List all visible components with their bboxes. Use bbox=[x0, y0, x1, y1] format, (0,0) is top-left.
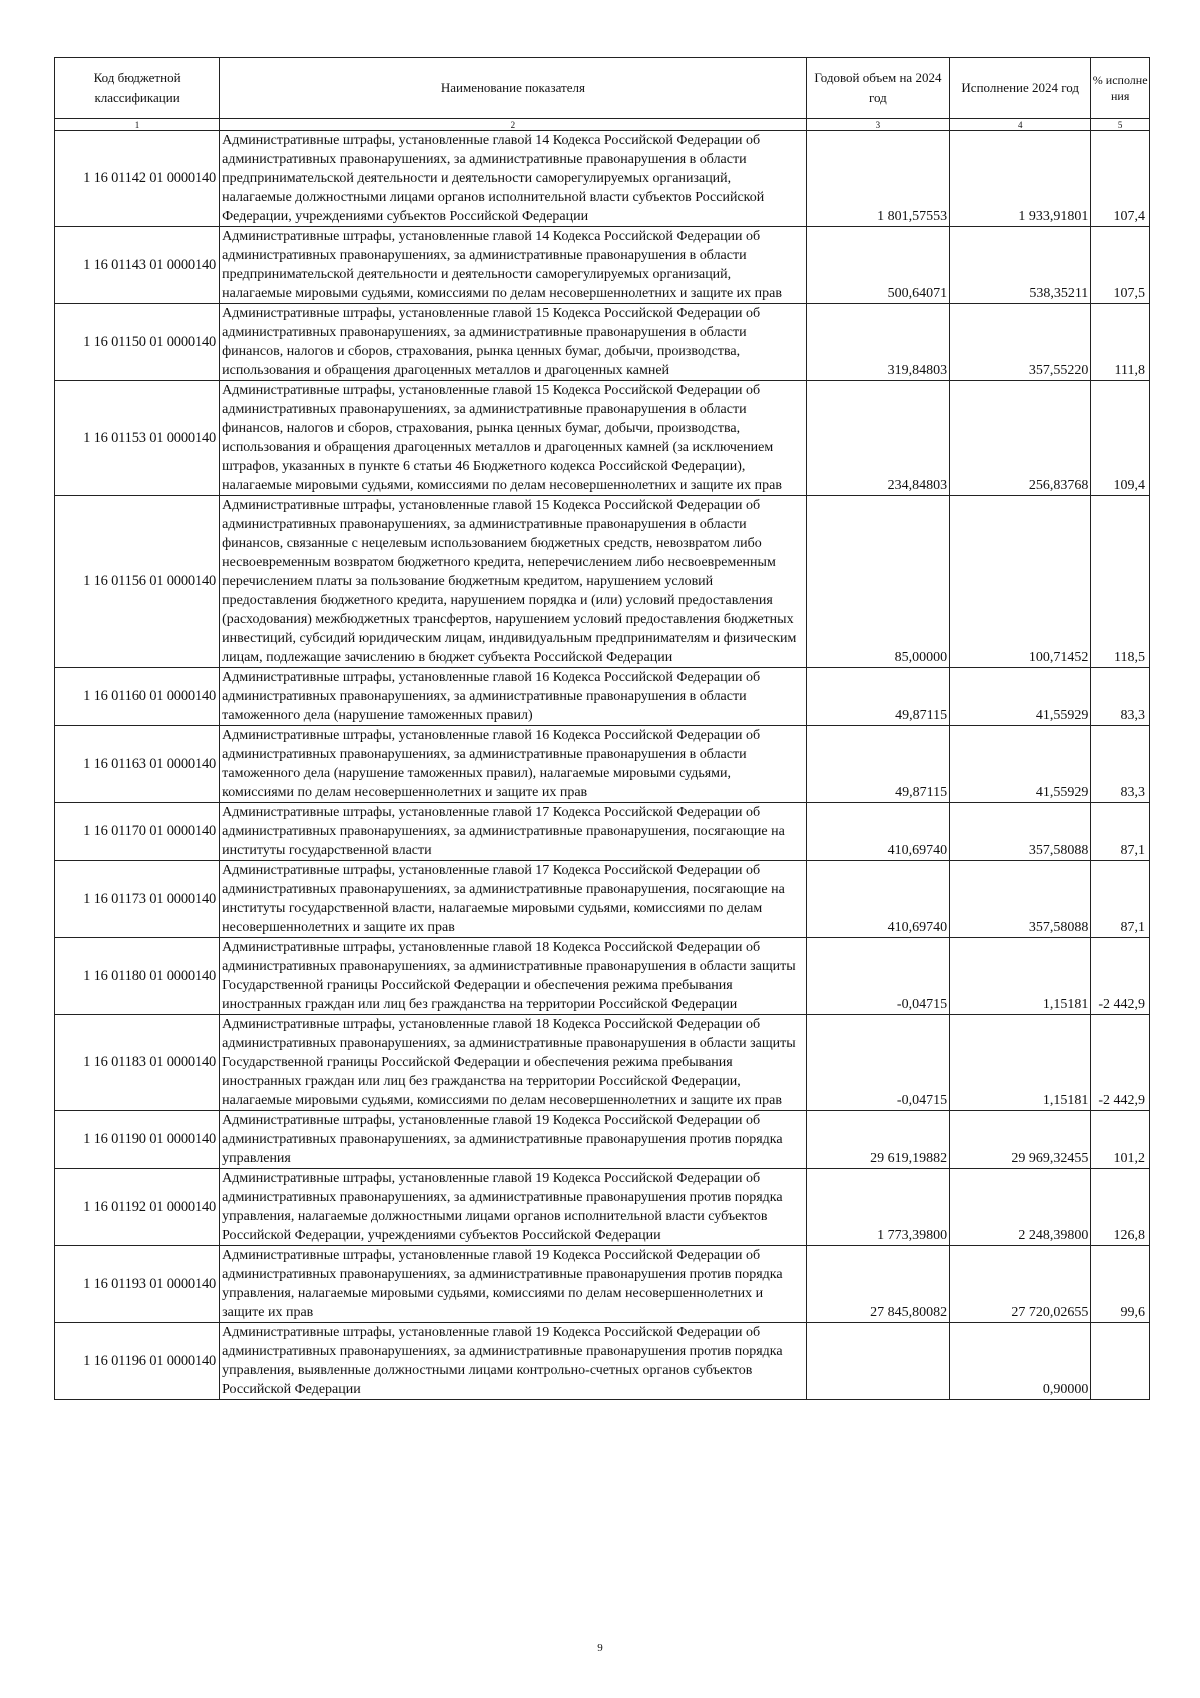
execution-percent: 107,5 bbox=[1091, 227, 1150, 304]
execution: 1,15181 bbox=[950, 1015, 1091, 1111]
budget-code: 1 16 01143 01 0000140 bbox=[55, 227, 220, 304]
execution: 1,15181 bbox=[950, 938, 1091, 1015]
execution: 41,55929 bbox=[950, 668, 1091, 726]
indicator-name: Административные штрафы, установленные главой 15 Кодекса Российской Федерации об административных правонарушениях, за административные правонарушения в области финансов, налогов и сборов, страхования, рынка ценных бумаг, добычи, производства, использования и обращения драгоценных металлов и драгоценных камней (за исключением штрафов, указанных в пункте 6 статьи 46 Бюджетного кодекса Российской Федерации), налагаемые мировыми судьями, комиссиями по делам несовершеннолетних и защите их прав bbox=[220, 381, 807, 496]
indicator-name: Административные штрафы, установленные главой 18 Кодекса Российской Федерации об административных правонарушениях, за административные правонарушения в области защиты Государственной границы Российской Федерации и обеспечения режима пребывания иностранных граждан или лиц без гражданства на территории Российской Федерации bbox=[220, 938, 807, 1015]
budget-code: 1 16 01193 01 0000140 bbox=[55, 1246, 220, 1323]
annual-plan: 500,64071 bbox=[806, 227, 949, 304]
budget-code: 1 16 01190 01 0000140 bbox=[55, 1111, 220, 1169]
budget-code: 1 16 01192 01 0000140 bbox=[55, 1169, 220, 1246]
execution-percent: 109,4 bbox=[1091, 381, 1150, 496]
indicator-name: Административные штрафы, установленные главой 17 Кодекса Российской Федерации об административных правонарушениях, за административные правонарушения, посягающие на институты государственной власти, налагаемые мировыми судьями, комиссиями по делам несовершеннолетних и защите их прав bbox=[220, 861, 807, 938]
header-plan: Годовой объем на 2024 год bbox=[806, 58, 949, 119]
budget-code: 1 16 01180 01 0000140 bbox=[55, 938, 220, 1015]
execution-percent: 87,1 bbox=[1091, 861, 1150, 938]
column-number: 2 bbox=[220, 119, 807, 131]
execution-percent: 87,1 bbox=[1091, 803, 1150, 861]
table-row bbox=[55, 938, 1150, 1015]
indicator-name: Административные штрафы, установленные главой 16 Кодекса Российской Федерации об административных правонарушениях, за административные правонарушения в области таможенного дела (нарушение таможенных правил) bbox=[220, 668, 807, 726]
annual-plan: 1 773,39800 bbox=[806, 1169, 949, 1246]
budget-code: 1 16 01153 01 0000140 bbox=[55, 381, 220, 496]
execution: 2 248,39800 bbox=[950, 1169, 1091, 1246]
budget-code: 1 16 01183 01 0000140 bbox=[55, 1015, 220, 1111]
budget-code: 1 16 01170 01 0000140 bbox=[55, 803, 220, 861]
indicator-name: Административные штрафы, установленные главой 14 Кодекса Российской Федерации об административных правонарушениях, за административные правонарушения в области предпринимательской деятельности и деятельности саморегулируемых организаций, налагаемые мировыми судьями, комиссиями по делам несовершеннолетних и защите их прав bbox=[220, 227, 807, 304]
annual-plan: 49,87115 bbox=[806, 668, 949, 726]
indicator-name: Административные штрафы, установленные главой 14 Кодекса Российской Федерации об административных правонарушениях, за административные правонарушения в области предпринимательской деятельности и деятельности саморегулируемых организаций, налагаемые должностными лицами органов исполнительной власти субъектов Российской Федерации, учреждениями субъектов Российской Федерации bbox=[220, 131, 807, 227]
table-row bbox=[55, 227, 1150, 304]
table-row bbox=[55, 1111, 1150, 1169]
annual-plan: 85,00000 bbox=[806, 496, 949, 668]
execution: 0,90000 bbox=[950, 1323, 1091, 1400]
execution-percent: 107,4 bbox=[1091, 131, 1150, 227]
annual-plan: 410,69740 bbox=[806, 861, 949, 938]
execution: 357,55220 bbox=[950, 304, 1091, 381]
indicator-name: Административные штрафы, установленные главой 18 Кодекса Российской Федерации об административных правонарушениях, за административные правонарушения в области защиты Государственной границы Российской Федерации и обеспечения режима пребывания иностранных граждан или лиц без гражданства на территории Российской Федерации, налагаемые мировыми судьями, комиссиями по делам несовершеннолетних и защите их прав bbox=[220, 1015, 807, 1111]
execution: 357,58088 bbox=[950, 861, 1091, 938]
header-percent: % исполне ния bbox=[1091, 58, 1150, 119]
column-number: 5 bbox=[1091, 119, 1150, 131]
page-number: 9 bbox=[597, 1642, 603, 1654]
execution-percent: 83,3 bbox=[1091, 726, 1150, 803]
indicator-name: Административные штрафы, установленные главой 15 Кодекса Российской Федерации об административных правонарушениях, за административные правонарушения в области финансов, связанные с нецелевым использованием бюджетных средств, невозвратом либо несвоевременным возвратом бюджетного кредита, неперечислением либо несвоевременным перечислением платы за пользование бюджетным кредитом, нарушением условий предоставления бюджетного кредита, нарушением порядка и (или) условий предоставления (расходования) межбюджетных трансфертов, нарушением условий предоставления бюджетных инвестиций, субсидий юридическим лицам, индивидуальным предпринимателям и физическим лицам, подлежащие зачислению в бюджет субъекта Российской Федерации bbox=[220, 496, 807, 668]
header-name: Наименование показателя bbox=[220, 58, 807, 119]
header-fact: Исполнение 2024 год bbox=[950, 58, 1091, 119]
annual-plan: 319,84803 bbox=[806, 304, 949, 381]
execution: 29 969,32455 bbox=[950, 1111, 1091, 1169]
table-row bbox=[55, 1246, 1150, 1323]
execution-percent: 99,6 bbox=[1091, 1246, 1150, 1323]
annual-plan: -0,04715 bbox=[806, 1015, 949, 1111]
table-row bbox=[55, 131, 1150, 227]
annual-plan: 29 619,19882 bbox=[806, 1111, 949, 1169]
annual-plan: 27 845,80082 bbox=[806, 1246, 949, 1323]
execution: 27 720,02655 bbox=[950, 1246, 1091, 1323]
annual-plan: 410,69740 bbox=[806, 803, 949, 861]
budget-code: 1 16 01163 01 0000140 bbox=[55, 726, 220, 803]
table-row bbox=[55, 496, 1150, 668]
indicator-name: Административные штрафы, установленные главой 19 Кодекса Российской Федерации об административных правонарушениях, за административные правонарушения против порядка управления, выявленные должностными лицами контрольно-счетных органов субъектов Российской Федерации bbox=[220, 1323, 807, 1400]
budget-code: 1 16 01142 01 0000140 bbox=[55, 131, 220, 227]
indicator-name: Административные штрафы, установленные главой 19 Кодекса Российской Федерации об административных правонарушениях, за административные правонарушения против порядка управления, налагаемые должностными лицами органов исполнительной власти субъектов Российской Федерации, учреждениями субъектов Российской Федерации bbox=[220, 1169, 807, 1246]
table-row bbox=[55, 304, 1150, 381]
annual-plan bbox=[806, 1323, 949, 1400]
budget-code: 1 16 01173 01 0000140 bbox=[55, 861, 220, 938]
table-row bbox=[55, 1015, 1150, 1111]
execution-percent bbox=[1091, 1323, 1150, 1400]
column-number: 4 bbox=[950, 119, 1091, 131]
annual-plan: 1 801,57553 bbox=[806, 131, 949, 227]
execution-percent: -2 442,9 bbox=[1091, 1015, 1150, 1111]
table-row bbox=[55, 1169, 1150, 1246]
budget-table bbox=[54, 57, 1150, 1400]
table-row bbox=[55, 381, 1150, 496]
table-row bbox=[55, 726, 1150, 803]
execution-percent: -2 442,9 bbox=[1091, 938, 1150, 1015]
execution: 538,35211 bbox=[950, 227, 1091, 304]
table-row bbox=[55, 803, 1150, 861]
table-row bbox=[55, 861, 1150, 938]
budget-code: 1 16 01196 01 0000140 bbox=[55, 1323, 220, 1400]
budget-code: 1 16 01150 01 0000140 bbox=[55, 304, 220, 381]
column-number: 3 bbox=[806, 119, 949, 131]
indicator-name: Административные штрафы, установленные главой 15 Кодекса Российской Федерации об административных правонарушениях, за административные правонарушения в области финансов, налогов и сборов, страхования, рынка ценных бумаг, добычи, производства, использования и обращения драгоценных металлов и драгоценных камней bbox=[220, 304, 807, 381]
table-row bbox=[55, 1323, 1150, 1400]
execution: 41,55929 bbox=[950, 726, 1091, 803]
header-code: Код бюджетной классификации bbox=[55, 58, 220, 119]
execution: 100,71452 bbox=[950, 496, 1091, 668]
budget-code: 1 16 01160 01 0000140 bbox=[55, 668, 220, 726]
indicator-name: Административные штрафы, установленные главой 19 Кодекса Российской Федерации об административных правонарушениях, за административные правонарушения против порядка управления bbox=[220, 1111, 807, 1169]
annual-plan: 234,84803 bbox=[806, 381, 949, 496]
execution-percent: 83,3 bbox=[1091, 668, 1150, 726]
execution-percent: 126,8 bbox=[1091, 1169, 1150, 1246]
annual-plan: 49,87115 bbox=[806, 726, 949, 803]
execution-percent: 101,2 bbox=[1091, 1111, 1150, 1169]
execution: 1 933,91801 bbox=[950, 131, 1091, 227]
indicator-name: Административные штрафы, установленные главой 16 Кодекса Российской Федерации об административных правонарушениях, за административные правонарушения в области таможенного дела (нарушение таможенных правил), налагаемые мировыми судьями, комиссиями по делам несовершеннолетних и защите их прав bbox=[220, 726, 807, 803]
execution: 256,83768 bbox=[950, 381, 1091, 496]
execution: 357,58088 bbox=[950, 803, 1091, 861]
column-number: 1 bbox=[55, 119, 220, 131]
execution-percent: 111,8 bbox=[1091, 304, 1150, 381]
execution-percent: 118,5 bbox=[1091, 496, 1150, 668]
indicator-name: Административные штрафы, установленные главой 19 Кодекса Российской Федерации об административных правонарушениях, за административные правонарушения против порядка управления, налагаемые мировыми судьями, комиссиями по делам несовершеннолетних и защите их прав bbox=[220, 1246, 807, 1323]
budget-code: 1 16 01156 01 0000140 bbox=[55, 496, 220, 668]
annual-plan: -0,04715 bbox=[806, 938, 949, 1015]
indicator-name: Административные штрафы, установленные главой 17 Кодекса Российской Федерации об административных правонарушениях, за административные правонарушения, посягающие на институты государственной власти bbox=[220, 803, 807, 861]
table-row bbox=[55, 668, 1150, 726]
